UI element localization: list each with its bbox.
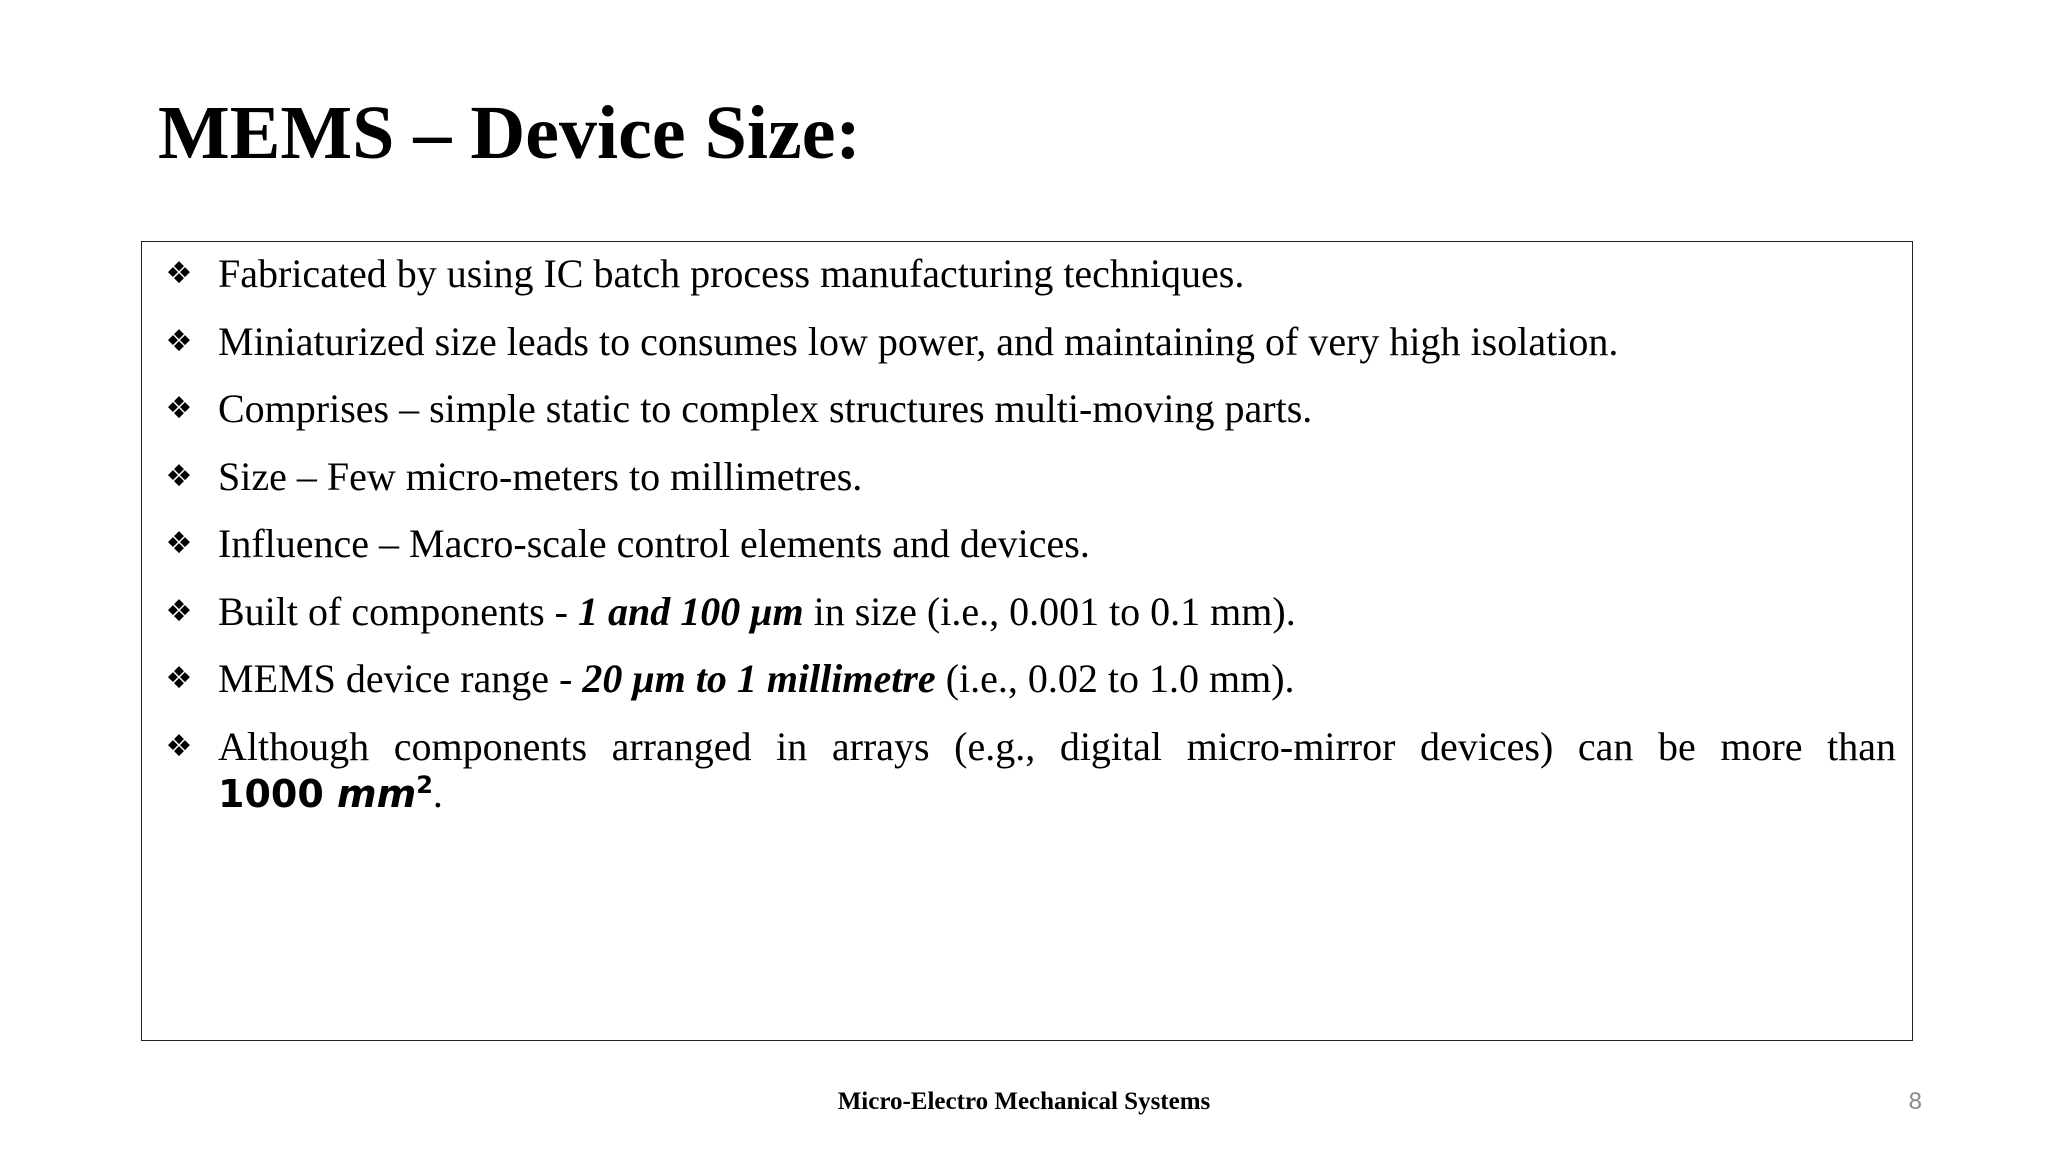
area-exponent: 2 <box>416 770 433 799</box>
bullet-text: Fabricated by using IC batch process manufacturing techniques. <box>218 251 1245 296</box>
bullet-end: . <box>432 770 443 816</box>
bullet-item <box>142 655 1912 702</box>
bullet-item <box>142 318 1912 365</box>
diamond-bullet-icon: ❖ <box>165 256 193 291</box>
bullet-text: in size (i.e., 0.001 to 0.1 mm). <box>803 588 1296 634</box>
area-value: 1000 <box>218 771 324 816</box>
size-range-emphasis: 1 and 100 μm <box>577 588 804 634</box>
bullet-text: Comprises – simple static to complex structures multi-moving parts. <box>218 386 1313 431</box>
bullet-text: Influence – Macro-scale control elements and devices. <box>218 521 1090 566</box>
bullet-item <box>142 588 1912 635</box>
bullet-item <box>142 250 1912 297</box>
bullet-text: (i.e., 0.02 to 1.0 mm). <box>935 656 1295 701</box>
diamond-bullet-icon: ❖ <box>165 323 193 359</box>
bullet-item <box>142 385 1912 432</box>
footer-title: Micro-Electro Mechanical Systems <box>837 1088 1211 1115</box>
bullet-item <box>142 723 1912 818</box>
bullet-item <box>142 453 1912 500</box>
bullet-text: Although components arranged in arrays (e.g., digital micro-mirror devices) can be more than <box>218 723 1896 769</box>
content-box <box>141 241 1913 1041</box>
diamond-bullet-icon: ❖ <box>165 593 193 629</box>
slide-title: MEMS – Device Size: <box>158 91 861 175</box>
bullet-text: Built of components - <box>218 588 578 634</box>
diamond-bullet-icon: ❖ <box>165 391 193 426</box>
bullet-text: Miniaturized size leads to consumes low power, and maintaining of very high isolation. <box>218 318 1619 364</box>
diamond-bullet-icon: ❖ <box>165 728 193 764</box>
diamond-bullet-icon: ❖ <box>165 526 193 561</box>
area-formula <box>218 772 433 816</box>
diamond-bullet-icon: ❖ <box>165 661 193 696</box>
bullet-item <box>142 520 1912 567</box>
bullet-text: MEMS device range - <box>218 656 583 701</box>
bullet-text: Size – Few micro-meters to millimetres. <box>218 453 863 499</box>
area-unit: mm <box>337 771 417 816</box>
page-number: 8 <box>1908 1088 1922 1115</box>
diamond-bullet-icon: ❖ <box>165 458 193 494</box>
device-range-emphasis: 20 μm to 1 millimetre <box>582 656 936 701</box>
bullet-list <box>142 250 1912 838</box>
